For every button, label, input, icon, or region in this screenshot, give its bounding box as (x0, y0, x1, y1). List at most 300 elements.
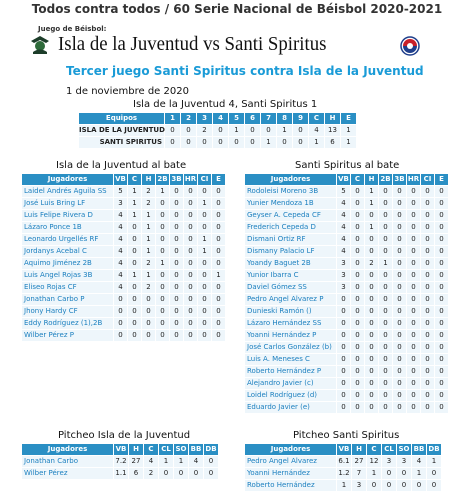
player-link[interactable]: Yunier Mendoza 1B (245, 198, 336, 209)
header-row (79, 113, 356, 124)
stat-cell: 3 (397, 456, 411, 467)
player-link[interactable]: Luis A. Meneses C (245, 354, 336, 365)
stat-cell: 0 (351, 234, 364, 245)
stat-cell: 0 (198, 270, 211, 281)
column-header: HR (184, 175, 197, 183)
stat-cell: 1 (142, 210, 155, 221)
stat-cell: 1.1 (115, 469, 127, 477)
stat-cell: 0 (393, 186, 406, 197)
header-row (22, 174, 225, 185)
column-header: 2 (181, 113, 196, 124)
stat-cell: 0 (365, 246, 378, 257)
stat-cell: 7 (352, 468, 366, 479)
stat-cell: 0 (393, 222, 406, 233)
stat-cell: 0 (365, 306, 378, 317)
stat-cell: 0 (407, 234, 420, 245)
stat-cell: 0 (351, 222, 364, 233)
stat-cell: 0 (407, 402, 420, 413)
player-link[interactable]: Jonathan Carbo P (22, 294, 113, 305)
table-row (22, 318, 225, 329)
column-header: Equipos (79, 113, 164, 124)
table-row (245, 318, 448, 329)
santi-pitch-title: Pitcheo Santi Spiritus (293, 430, 400, 441)
stat-cell: 0 (421, 270, 434, 281)
santi-batting-table (244, 173, 449, 414)
game-headline: Isla de la Juventud vs Santi Spiritus (58, 33, 327, 55)
stat-cell: 0 (170, 306, 183, 317)
stat-cell: 0 (212, 294, 225, 305)
stat-cell: 1 (159, 456, 173, 467)
table-row (22, 210, 225, 221)
stat-cell: 0 (393, 246, 406, 257)
column-header: 6 (245, 113, 260, 124)
stat-cell: 0 (379, 342, 392, 353)
player-link[interactable]: Frederich Cepeda D (245, 222, 336, 233)
stat-cell: 1 (142, 222, 155, 233)
stat-cell: 0 (421, 198, 434, 209)
stat-cell: 1 (277, 125, 292, 136)
stat-cell: 2 (142, 282, 155, 293)
stat-cell: 4 (114, 234, 127, 245)
linescore (78, 112, 357, 149)
stat-cell: 0 (128, 246, 141, 257)
column-header: CI (198, 174, 211, 185)
stat-cell: 3 (352, 480, 366, 491)
player-link[interactable]: José Luis Bring LF (22, 198, 113, 209)
stat-cell: 0 (365, 330, 378, 341)
game-subhead: Tercer juego Santi Spiritus contra Isla de la Juventud (66, 64, 424, 78)
stat-cell: 0 (114, 330, 127, 341)
stat-cell: 0 (365, 318, 378, 329)
stat-cell: 0 (351, 354, 364, 365)
stat-cell: 0 (407, 306, 420, 317)
stat-cell: 0 (435, 294, 448, 305)
stat-cell: 0 (198, 306, 211, 317)
stat-cell: 0 (393, 330, 406, 341)
stat-cell: 4 (114, 270, 127, 281)
stat-cell: 0 (407, 270, 420, 281)
stat-cell: 0 (421, 258, 434, 269)
stat-cell: 4 (114, 282, 127, 293)
stat-cell: 0 (159, 468, 173, 479)
stat-cell: 0 (365, 342, 378, 353)
stat-cell: 0 (212, 222, 225, 233)
stat-cell: 4 (114, 222, 127, 233)
player-link[interactable]: Pedro Angel Alvarez P (245, 294, 336, 305)
player-link[interactable]: Dismani Ortiz RF (245, 234, 336, 245)
stat-cell: 0 (351, 270, 364, 281)
player-link[interactable]: Loidel Rodríguez (d) (245, 390, 336, 401)
stat-cell: 0 (393, 390, 406, 401)
stat-cell: 0 (184, 306, 197, 317)
table-row (245, 354, 448, 365)
stat-cell: 0 (407, 354, 420, 365)
stat-cell: 0 (204, 456, 218, 467)
stat-cell: 0 (435, 246, 448, 257)
player-link[interactable]: Eduardo Javier (e) (245, 402, 336, 413)
column-header: E (212, 174, 225, 185)
stat-cell: 0 (379, 366, 392, 377)
player-link[interactable]: Eddy Rodríguez (1),2B (22, 318, 113, 329)
stat-cell: 0 (365, 270, 378, 281)
stat-cell: 0 (170, 258, 183, 269)
final-score: Isla de la Juventud 4, Santi Spiritus 1 (133, 99, 318, 110)
stat-cell: 1 (198, 246, 211, 257)
player-link[interactable]: Yoandy Baguet 2B (245, 258, 336, 269)
stat-cell: 0 (379, 210, 392, 221)
table-row (245, 378, 448, 389)
pitcher-link[interactable]: Jonathan Carbo (22, 456, 113, 467)
stat-cell: 0 (365, 294, 378, 305)
stat-cell: 27 (352, 456, 366, 467)
stat-cell: 0 (365, 234, 378, 245)
stat-cell: 0 (184, 222, 197, 233)
stat-cell: 0 (435, 378, 448, 389)
stat-cell: 0 (142, 294, 155, 305)
stat-cell: 0 (142, 318, 155, 329)
stat-cell: 0 (435, 222, 448, 233)
stat-cell: 0 (337, 330, 350, 341)
game-label: Juego de Béisbol: (38, 25, 107, 33)
stat-cell: 1 (337, 480, 351, 491)
column-header: 8 (277, 113, 292, 124)
stat-cell: 0 (170, 198, 183, 209)
stat-cell: 0 (156, 210, 169, 221)
table-row (245, 258, 448, 269)
stat-cell: 0 (435, 354, 448, 365)
table-row (22, 222, 225, 233)
stat-cell: 0 (435, 234, 448, 245)
stat-cell: 0 (165, 137, 180, 148)
column-header: 2B (380, 175, 391, 183)
pitcher-link[interactable]: Wilber Pérez (22, 468, 113, 479)
column-header: 7 (261, 113, 276, 124)
stat-cell: 0 (198, 186, 211, 197)
isla-pitching-table (21, 443, 219, 480)
table-row (245, 390, 448, 401)
column-header: 1 (165, 113, 180, 124)
stat-cell: 0 (365, 354, 378, 365)
stat-cell: 0 (198, 282, 211, 293)
stat-cell: 0 (212, 246, 225, 257)
stat-cell: 0 (421, 306, 434, 317)
stat-cell: 1 (156, 186, 169, 197)
header-row (245, 444, 441, 455)
stat-cell: 0 (382, 468, 396, 479)
stat-cell: 0 (407, 246, 420, 257)
player-link[interactable]: Eliseo Rojas CF (22, 282, 113, 293)
stat-cell: 0 (421, 210, 434, 221)
stat-cell: 0 (407, 378, 420, 389)
stat-cell: 4 (309, 125, 324, 136)
column-header: VB (115, 175, 126, 183)
stat-cell: 0 (198, 318, 211, 329)
team-name: ISLA DE LA JUVENTUD (79, 126, 165, 134)
stat-cell: 0 (229, 137, 244, 148)
stat-cell: 0 (351, 366, 364, 377)
stat-cell: 0 (351, 390, 364, 401)
stat-cell: 2 (144, 468, 158, 479)
stat-cell: 1 (367, 468, 381, 479)
stat-cell: 0 (198, 330, 211, 341)
isla-logo-icon (29, 35, 51, 55)
stat-cell: 0 (212, 186, 225, 197)
stat-cell: 0 (170, 246, 183, 257)
stat-cell: 0 (351, 318, 364, 329)
stat-cell: 0 (435, 210, 448, 221)
table-row (22, 306, 225, 317)
stat-cell: 13 (325, 125, 340, 136)
stat-cell: 0 (174, 468, 188, 479)
table-row (245, 480, 441, 491)
player-link[interactable]: Wilber Pérez P (22, 330, 113, 341)
stat-cell: 0 (337, 354, 350, 365)
table-row (22, 294, 225, 305)
stat-cell: 0 (351, 330, 364, 341)
stat-cell: 0 (184, 270, 197, 281)
column-header: 5 (229, 113, 244, 124)
isla-pitching (21, 443, 219, 480)
stat-cell: 0 (156, 246, 169, 257)
player-link[interactable]: Rodoleisi Moreno 3B (245, 186, 336, 197)
stat-cell: 0 (128, 222, 141, 233)
stat-cell: 0 (397, 480, 411, 491)
player-link[interactable]: Lázaro Ponce 1B (22, 222, 113, 233)
stat-cell: 0 (365, 282, 378, 293)
stat-cell: 0 (170, 330, 183, 341)
column-header: CI (421, 174, 434, 185)
stat-cell: 0 (181, 125, 196, 136)
player-link[interactable]: Geyser A. Cepeda CF (245, 210, 336, 221)
stat-cell: 0 (435, 330, 448, 341)
stat-cell: 1 (365, 186, 378, 197)
stat-cell: 0 (393, 306, 406, 317)
stat-cell: 0 (128, 306, 141, 317)
table-row (22, 186, 225, 197)
player-link[interactable]: Laidel Andrés Aguila SS (22, 186, 113, 197)
stat-cell: 0 (184, 234, 197, 245)
stat-cell: 5 (337, 186, 350, 197)
table-row (245, 210, 448, 221)
player-link[interactable]: Leonardo Urgellés RF (22, 234, 113, 245)
column-header: BB (190, 445, 202, 453)
header-row (22, 444, 218, 455)
stat-cell: 6.1 (338, 457, 350, 465)
column-header: DB (428, 445, 440, 453)
column-header: Jugadores (245, 174, 336, 185)
stat-cell: 0 (435, 402, 448, 413)
stat-cell: 0 (128, 330, 141, 341)
table-row (245, 468, 441, 479)
stat-cell: 0 (393, 342, 406, 353)
stat-cell: 0 (156, 318, 169, 329)
stat-cell: 0 (170, 294, 183, 305)
column-header: SO (398, 445, 410, 453)
column-header: VB (338, 175, 349, 183)
stat-cell: 0 (421, 186, 434, 197)
stat-cell: 0 (365, 366, 378, 377)
stat-cell: 4 (337, 222, 350, 233)
santi-batting (244, 173, 449, 414)
table-row (245, 294, 448, 305)
stat-cell: 0 (293, 125, 308, 136)
stat-cell: 3 (337, 270, 350, 281)
stat-cell: 0 (245, 137, 260, 148)
stat-cell: 1 (427, 456, 441, 467)
linescore-table (78, 112, 357, 149)
table-row (245, 402, 448, 413)
stat-cell: 0 (156, 282, 169, 293)
stat-cell: 0 (379, 234, 392, 245)
stat-cell: 0 (379, 354, 392, 365)
stat-cell: 0 (351, 294, 364, 305)
column-header: CL (159, 444, 173, 455)
player-link[interactable]: Roberto Hernández P (245, 366, 336, 377)
stat-cell: 0 (114, 318, 127, 329)
stat-cell: 0 (351, 210, 364, 221)
stat-cell: 0 (435, 366, 448, 377)
pitcher-link[interactable]: Pedro Angel Alvarez (245, 456, 336, 467)
game-date: 1 de noviembre de 2020 (66, 86, 189, 97)
player-link[interactable]: Yunior Ibarra C (245, 270, 336, 281)
stat-cell: 0 (393, 294, 406, 305)
column-header: DB (205, 445, 217, 453)
stat-cell: 0 (397, 468, 411, 479)
stat-cell: 2 (142, 258, 155, 269)
stat-cell: 0 (421, 378, 434, 389)
stat-cell: 4 (114, 258, 127, 269)
player-link[interactable]: Luis Felipe Rivera D (22, 210, 113, 221)
player-link[interactable]: Jhony Hardy CF (22, 306, 113, 317)
stat-cell: 0 (435, 342, 448, 353)
pitcher-link[interactable]: Roberto Hernández (245, 480, 336, 491)
table-row (22, 468, 218, 479)
stat-cell: 0 (212, 210, 225, 221)
column-header: H (365, 174, 378, 185)
stat-cell: 0 (427, 468, 441, 479)
player-link[interactable]: Jordanys Acebal C (22, 246, 113, 257)
player-link[interactable]: Yoanni Hernández P (245, 330, 336, 341)
stat-cell: 3 (337, 258, 350, 269)
table-row (22, 330, 225, 341)
stat-cell: 0 (337, 366, 350, 377)
stat-cell: 0 (337, 402, 350, 413)
stat-cell: 0 (379, 270, 392, 281)
stat-cell: 0 (421, 402, 434, 413)
stat-cell: 0 (407, 210, 420, 221)
column-header: C (351, 174, 364, 185)
stat-cell: 4 (114, 210, 127, 221)
table-row (22, 456, 218, 467)
stat-cell: 0 (351, 306, 364, 317)
table-row (22, 246, 225, 257)
stat-cell: 0 (351, 198, 364, 209)
isla-batting (21, 173, 226, 342)
player-link[interactable]: Dunieski Ramón () (245, 306, 336, 317)
player-link[interactable]: Dismany Palacio LF (245, 246, 336, 257)
column-header: E (341, 113, 356, 124)
stat-cell: 0 (156, 234, 169, 245)
stat-cell: 0 (393, 234, 406, 245)
stat-cell: 1 (142, 246, 155, 257)
stat-cell: 0 (407, 198, 420, 209)
stat-cell: 0 (407, 222, 420, 233)
player-link[interactable]: Daviel Gómez SS (245, 282, 336, 293)
table-row (245, 366, 448, 377)
column-header: Jugadores (22, 174, 113, 185)
stat-cell: 0 (142, 330, 155, 341)
stat-cell: 0 (379, 282, 392, 293)
stat-cell: 0 (212, 258, 225, 269)
stat-cell: 4 (337, 198, 350, 209)
column-header: C (128, 174, 141, 185)
stat-cell: 0 (184, 246, 197, 257)
stat-cell: 1.2 (338, 469, 350, 477)
stat-cell: 0 (170, 282, 183, 293)
table-row (245, 198, 448, 209)
column-header: H (325, 113, 340, 124)
stat-cell: 0 (156, 198, 169, 209)
stat-cell: 0 (421, 222, 434, 233)
stat-cell: 0 (213, 137, 228, 148)
stat-cell: 0 (435, 318, 448, 329)
column-header: BB (413, 445, 425, 453)
table-row (245, 270, 448, 281)
column-header: C (367, 444, 381, 455)
stat-cell: 3 (337, 282, 350, 293)
column-header: Jugadores (245, 444, 336, 455)
table-row (245, 330, 448, 341)
stat-cell: 0 (379, 306, 392, 317)
stat-cell: 0 (351, 402, 364, 413)
stat-cell: 0 (393, 282, 406, 293)
stat-cell: 4 (337, 246, 350, 257)
stat-cell: 0 (261, 125, 276, 136)
stat-cell: 2 (197, 125, 212, 136)
stat-cell: 4 (337, 210, 350, 221)
column-header: E (435, 174, 448, 185)
player-link[interactable]: José Carlos González (b) (245, 342, 336, 353)
stat-cell: 0 (212, 234, 225, 245)
player-link[interactable]: Lázaro Hernández SS (245, 318, 336, 329)
table-row (79, 125, 356, 136)
player-link[interactable]: Alejandro Javier (c) (245, 378, 336, 389)
table-row (79, 137, 356, 148)
stat-cell: 0 (421, 246, 434, 257)
stat-cell: 1 (156, 258, 169, 269)
stat-cell: 0 (379, 246, 392, 257)
stat-cell: 0 (337, 378, 350, 389)
stat-cell: 5 (114, 186, 127, 197)
column-header: H (352, 444, 366, 455)
column-header: H (142, 174, 155, 185)
column-header: VB (115, 445, 127, 453)
stat-cell: 0 (393, 270, 406, 281)
stat-cell: 0 (128, 294, 141, 305)
player-link[interactable]: Luis Angel Rojas 3B (22, 270, 113, 281)
pitcher-link[interactable]: Yoanni Hernández (245, 468, 336, 479)
stat-cell: 0 (170, 210, 183, 221)
santi-pitching (244, 443, 442, 492)
stat-cell: 1 (229, 125, 244, 136)
stat-cell: 0 (181, 137, 196, 148)
stat-cell: 3 (114, 198, 127, 209)
player-link[interactable]: Aquimo Jiménez 2B (22, 258, 113, 269)
column-header: 2B (157, 175, 168, 183)
table-row (245, 456, 441, 467)
page-title: Todos contra todos / 60 Serie Nacional de Béisbol 2020-2021 (31, 2, 443, 16)
column-header: C (309, 113, 324, 124)
